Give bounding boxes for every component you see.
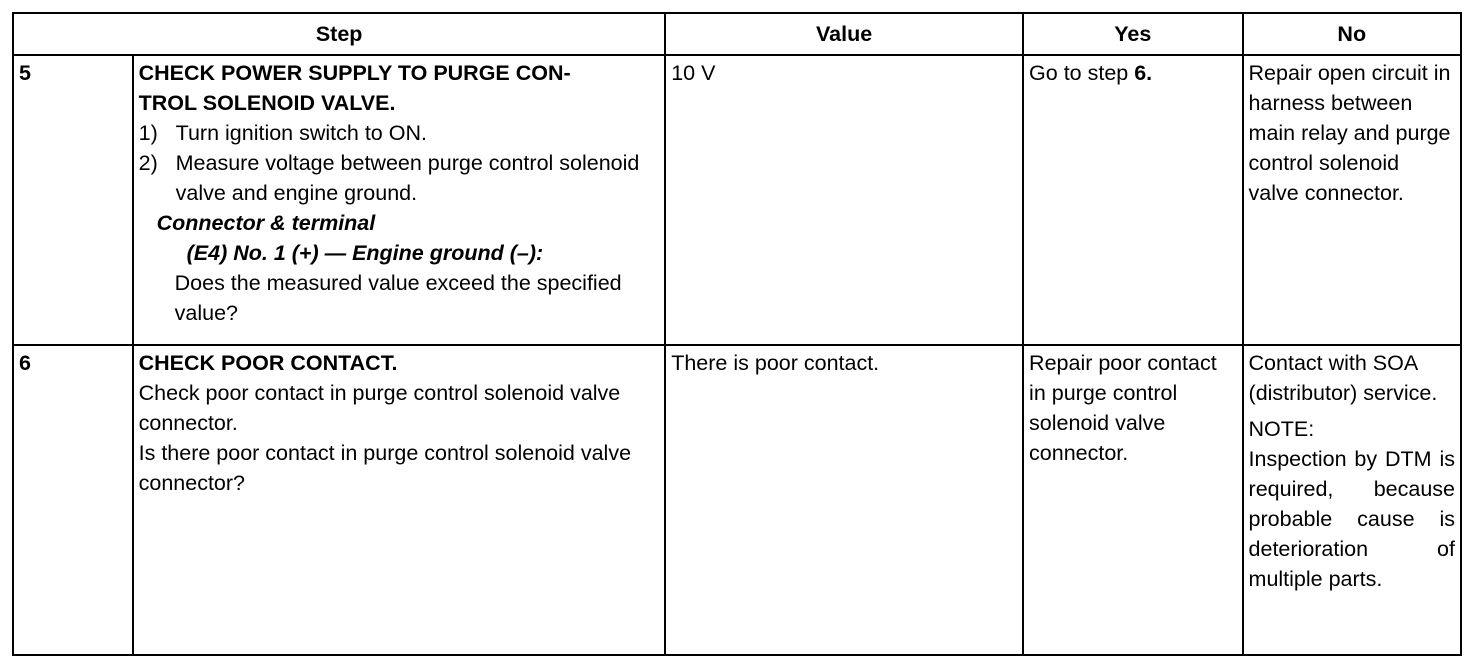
instruction-text: Measure voltage between purge control solenoid valve and engine ground. bbox=[175, 151, 640, 205]
no-text: Contact with SOA (distributor) service. bbox=[1248, 351, 1438, 405]
step-description bbox=[133, 55, 666, 345]
step-number: 5 bbox=[13, 55, 133, 345]
table-row bbox=[13, 345, 1461, 655]
connector-heading: Connector & terminal bbox=[156, 211, 376, 235]
step-number: 6 bbox=[13, 345, 133, 655]
no-cell: Repair open circuit in harness between main relay and purge control solenoid valve connector. bbox=[1243, 55, 1461, 345]
step-question: Is there poor contact in purge control solenoid valve connector? bbox=[138, 441, 632, 495]
step-title-line: CHECK POWER SUPPLY TO PURGE CON- bbox=[138, 61, 571, 85]
table-row bbox=[13, 55, 1461, 345]
yes-text: Go to step bbox=[1029, 61, 1135, 85]
step-description bbox=[133, 345, 666, 655]
yes-cell: Repair poor contact in purge control solenoid valve connector. bbox=[1023, 345, 1242, 655]
value-cell: There is poor contact. bbox=[665, 345, 1023, 655]
header-value: Value bbox=[665, 13, 1023, 55]
step-title: CHECK POOR CONTACT. bbox=[138, 351, 398, 375]
instruction-item bbox=[139, 118, 660, 148]
note-text: Inspection by DTM is required, because probable cause is deterioration of multiple parts. bbox=[1248, 447, 1455, 591]
header-yes: Yes bbox=[1023, 13, 1242, 55]
instruction-number: 1) bbox=[138, 121, 158, 145]
value-cell: 10 V bbox=[665, 55, 1023, 345]
step-title bbox=[139, 58, 660, 118]
yes-step-ref: 6. bbox=[1134, 61, 1153, 85]
instruction-text: Turn ignition switch to ON. bbox=[175, 121, 427, 145]
instruction-number: 2) bbox=[138, 151, 158, 175]
header-no: No bbox=[1243, 13, 1461, 55]
step-title-line: TROL SOLENOID VALVE. bbox=[138, 91, 396, 115]
step-instruction: Check poor contact in purge control solenoid valve connector. bbox=[138, 381, 621, 435]
no-cell bbox=[1243, 345, 1461, 655]
header-step: Step bbox=[13, 13, 665, 55]
header-row bbox=[13, 13, 1461, 55]
diagnostic-table bbox=[12, 12, 1462, 656]
step-question: Does the measured value exceed the specified value? bbox=[174, 271, 622, 325]
note-label: NOTE: bbox=[1248, 417, 1315, 441]
connector-terminal: (E4) No. 1 (+) — Engine ground (–): bbox=[186, 241, 544, 265]
yes-cell bbox=[1023, 55, 1242, 345]
instruction-item bbox=[139, 148, 660, 208]
